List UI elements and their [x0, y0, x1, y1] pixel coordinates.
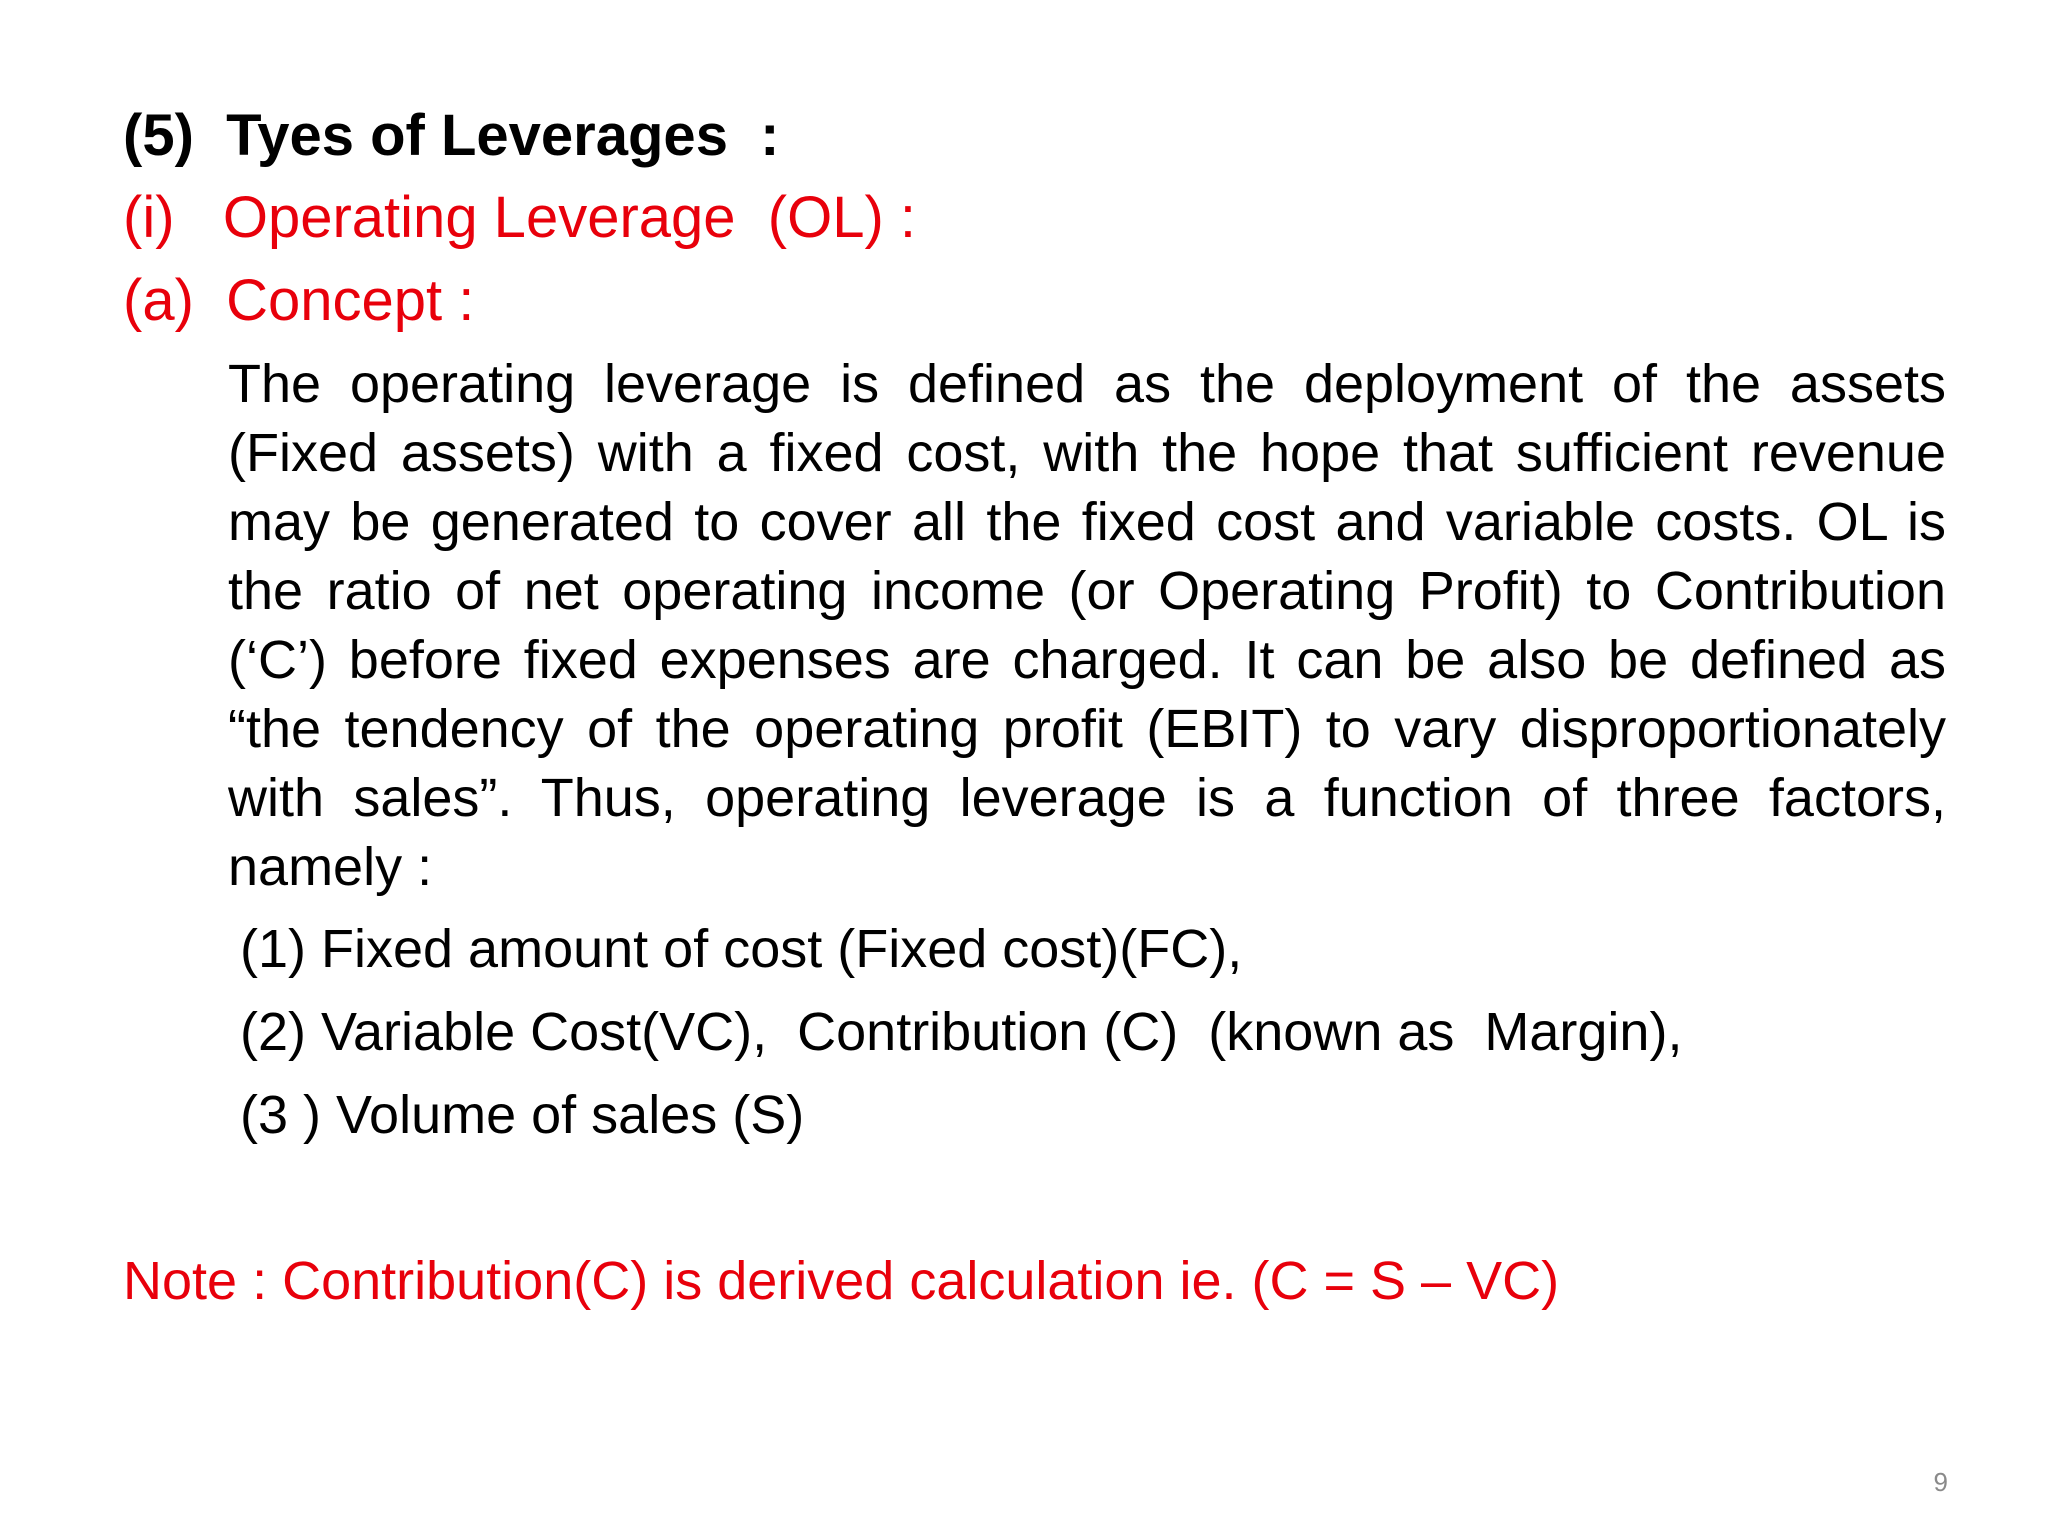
factor-fixed-cost: (1) Fixed amount of cost (Fixed cost)(FC),	[240, 919, 1243, 979]
page-number: 9	[1933, 1467, 1948, 1497]
slide-title: (5) Tyes of Leverages :	[123, 103, 780, 168]
subheading-concept: (a) Concept :	[123, 268, 475, 333]
note: Note : Contribution(C) is derived calculation ie. (C = S – VC)	[123, 1251, 1560, 1311]
subheading-operating-leverage: (i) Operating Leverage (OL) :	[123, 185, 916, 250]
concept-paragraph: The operating leverage is defined as the deployment of the assets (Fixed assets) with a fixed cost, with the hope that sufficient revenue may be generated to cover all the fixed cost and variable costs. OL is the ratio of net operating income (or Operating Profit) to Contribution (‘C’) before fixed expenses are charged. It can be also be defined as “the tendency of the operating profit (EBIT) to vary disproportionately with sales”. Thus, operating leverage is a function of three factors, namely :	[228, 354, 1946, 897]
factor-variable-cost: (2) Variable Cost(VC), Contribution (C) (known as Margin),	[240, 1002, 1683, 1062]
factor-volume-of-sales: (3 ) Volume of sales (S)	[240, 1085, 805, 1145]
